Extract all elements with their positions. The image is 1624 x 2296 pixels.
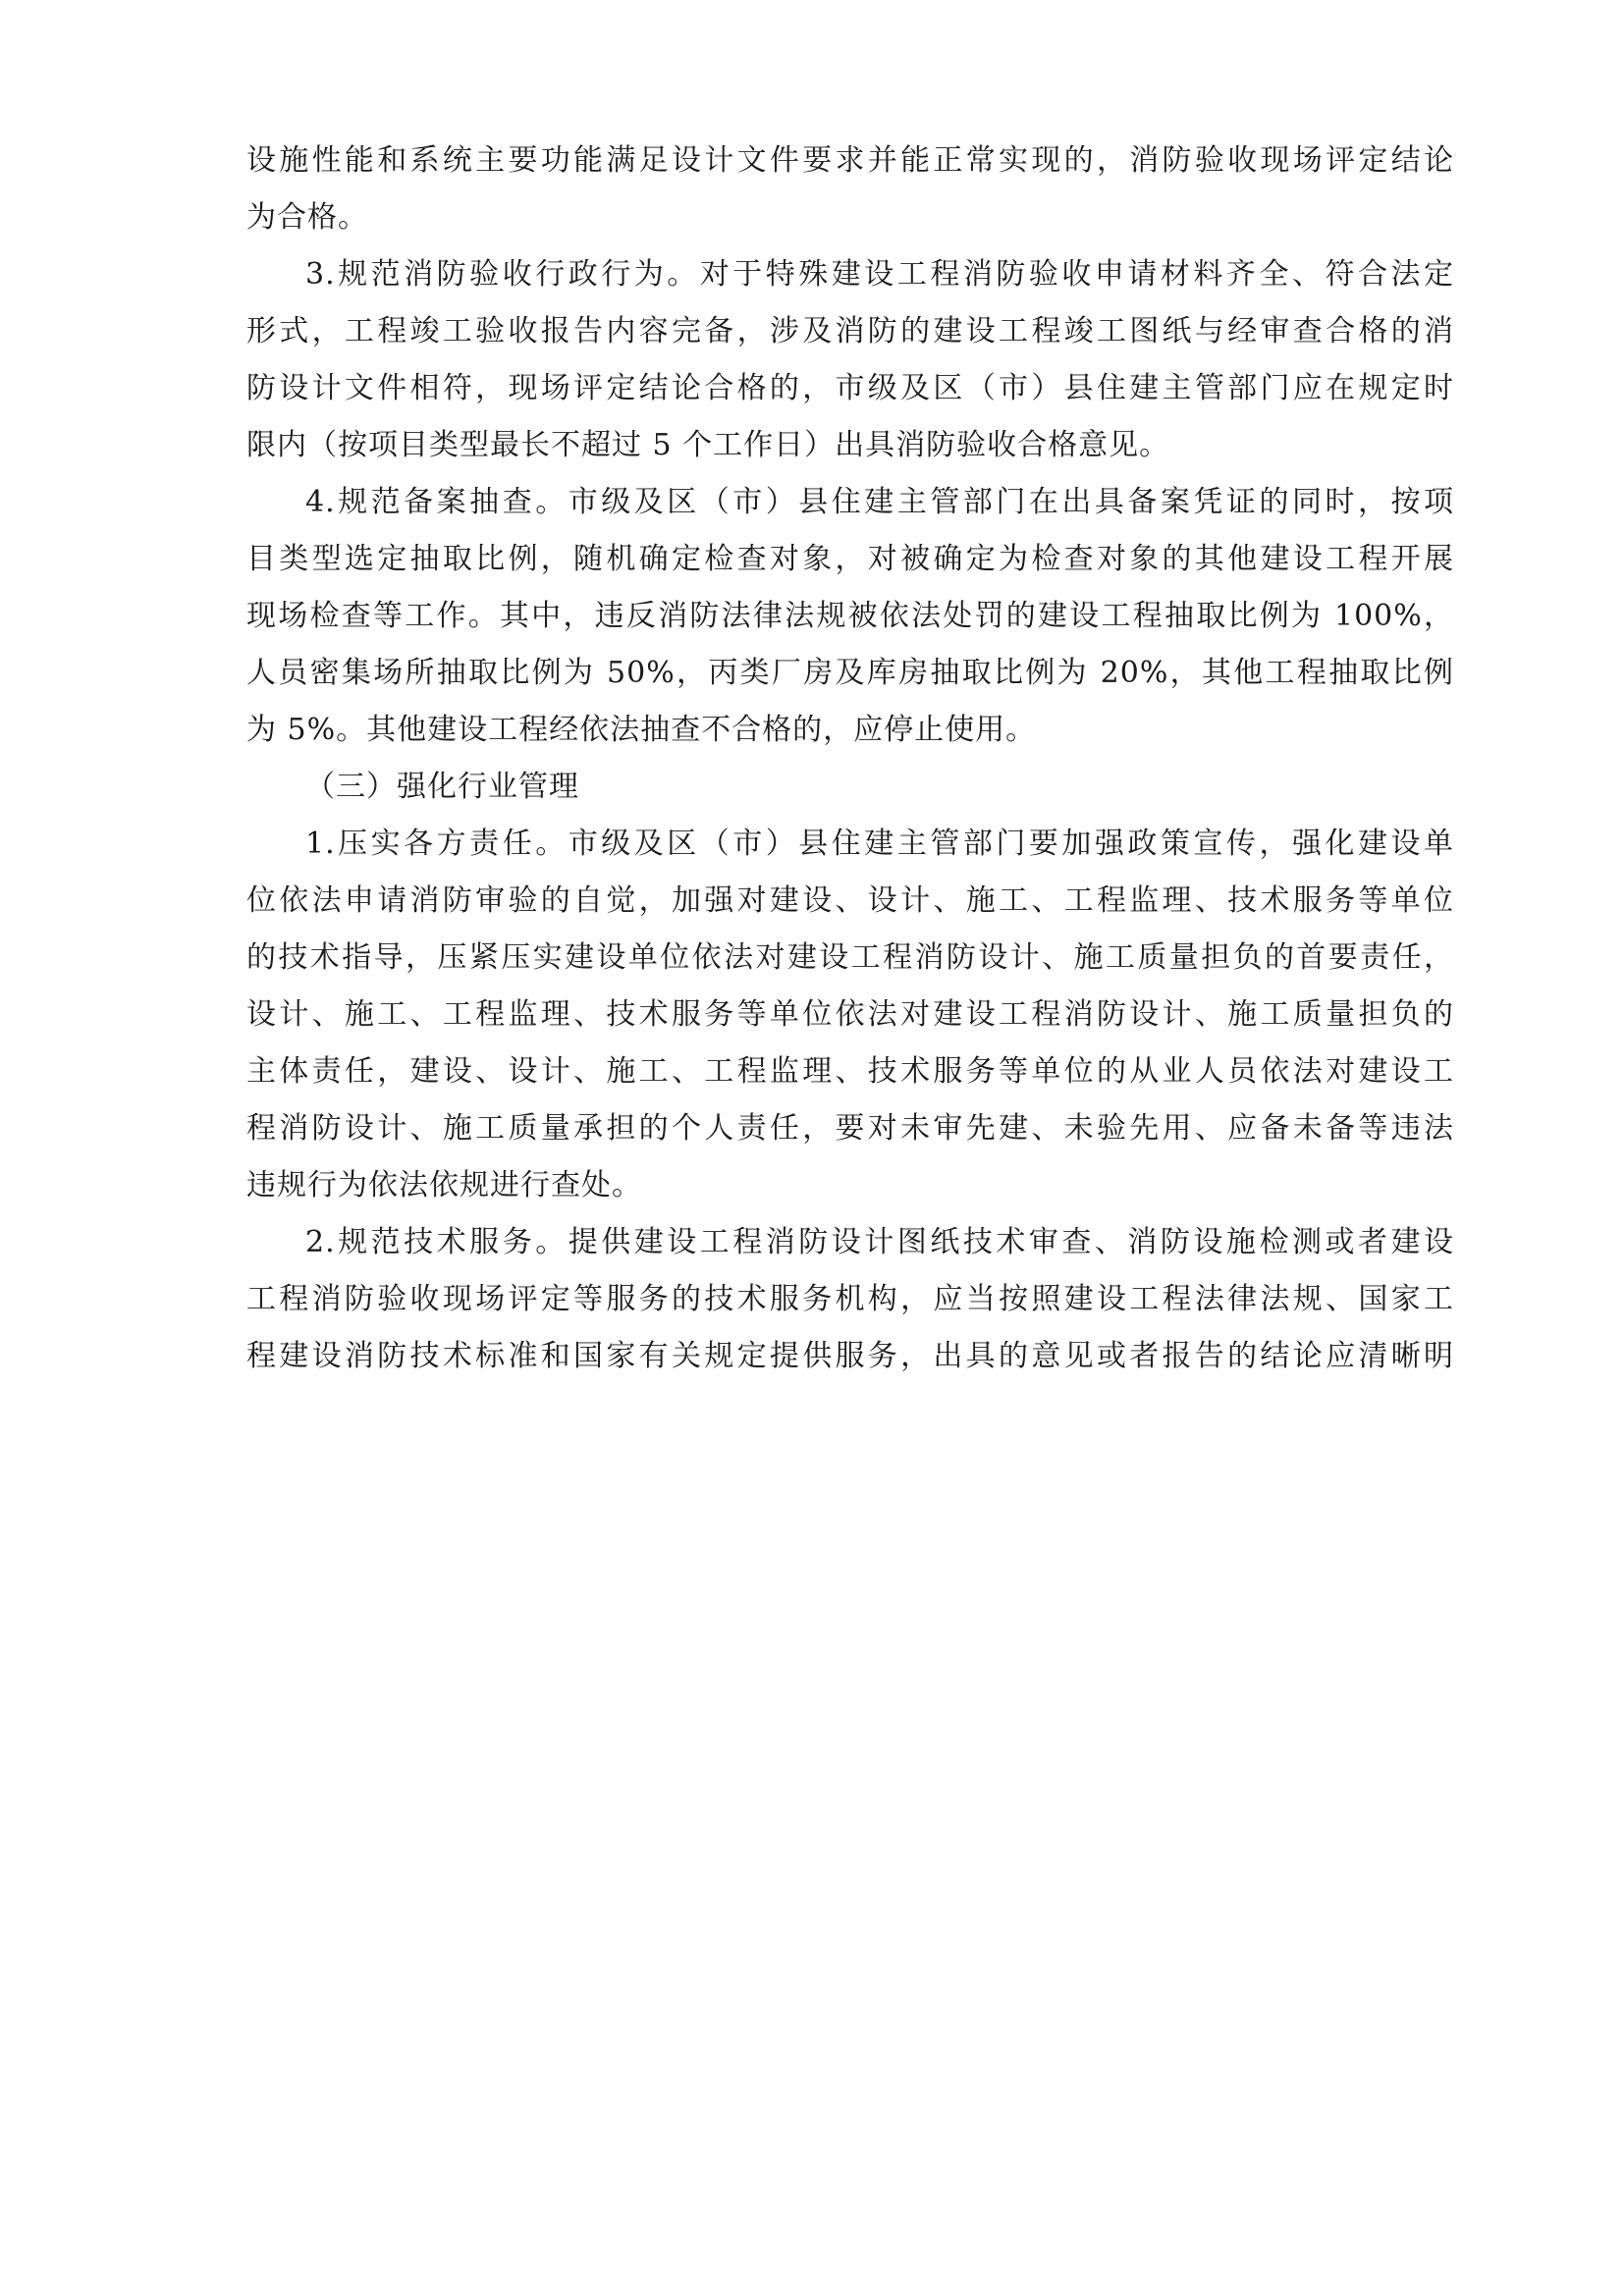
text-line: 程建设消防技术标准和国家有关规定提供服务，出具的意见或者报告的结论应清晰明 (246, 1339, 1454, 1373)
text-line: 现场检查等工作。其中，违反消防法律法规被依法处罚的建设工程抽取比例为 100%， (246, 599, 1454, 633)
text-line: 限内（按项目类型最长不超过 5 个工作日）出具消防验收合格意见。 (246, 428, 1170, 462)
text-line: 人员密集场所抽取比例为 50%，丙类厂房及库房抽取比例为 20%，其他工程抽取比例 (246, 656, 1454, 690)
text-line: 形式，工程竣工验收报告内容完备，涉及消防的建设工程竣工图纸与经审查合格的消 (246, 314, 1454, 348)
text-line: 为 5%。其他建设工程经依法抽查不合格的，应停止使用。 (246, 713, 1037, 747)
text-line: 目类型选定抽取比例，随机确定检查对象，对被确定为检查对象的其他建设工程开展 (246, 542, 1454, 576)
text-line: 3.规范消防验收行政行为。对于特殊建设工程消防验收申请材料齐全、符合法定 (305, 257, 1454, 292)
section-heading: （三）强化行业管理 (305, 770, 579, 804)
text-line: 程消防设计、施工质量承担的个人责任，要对未审先建、未验先用、应备未备等违法 (246, 1111, 1454, 1146)
text-line: 1.压实各方责任。市级及区（市）县住建主管部门要加强政策宣传，强化建设单 (305, 827, 1454, 861)
text-line: 违规行为依法依规进行查处。 (246, 1168, 642, 1202)
text-line: 工程消防验收现场评定等服务的技术服务机构，应当按照建设工程法律法规、国家工 (246, 1282, 1454, 1316)
text-line: 为合格。 (246, 200, 368, 235)
text-line: 设计、施工、工程监理、技术服务等单位依法对建设工程消防设计、施工质量担负的 (246, 997, 1454, 1032)
text-line: 2.规范技术服务。提供建设工程消防设计图纸技术审查、消防设施检测或者建设 (305, 1225, 1454, 1259)
text-line: 设施性能和系统主要功能满足设计文件要求并能正常实现的，消防验收现场评定结论 (246, 143, 1454, 178)
text-line: 的技术指导，压紧压实建设单位依法对建设工程消防设计、施工质量担负的首要责任， (246, 940, 1454, 975)
text-line: 4.规范备案抽查。市级及区（市）县住建主管部门在出具备案凭证的同时，按项 (305, 485, 1454, 519)
text-line: 位依法申请消防审验的自觉，加强对建设、设计、施工、工程监理、技术服务等单位 (246, 883, 1454, 918)
text-line: 主体责任，建设、设计、施工、工程监理、技术服务等单位的从业人员依法对建设工 (246, 1054, 1454, 1089)
text-line: 防设计文件相符，现场评定结论合格的，市级及区（市）县住建主管部门应在规定时 (246, 371, 1454, 405)
